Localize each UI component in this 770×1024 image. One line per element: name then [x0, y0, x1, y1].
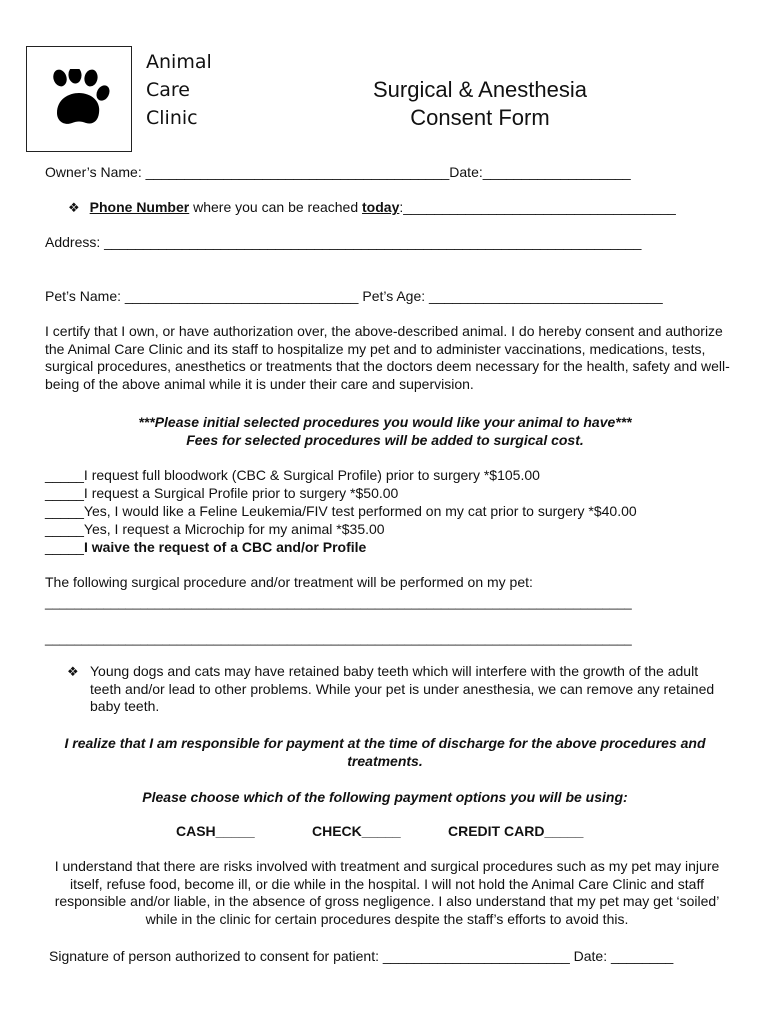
pet-name-age-field[interactable]: Pet’s Name: ______________________________ Pet’s Age: ______________________________ [45, 288, 663, 304]
phone-label: Phone Number [89, 199, 190, 215]
procedures-instruction-line-2: Fees for selected procedures will be added to surgical cost. [186, 432, 584, 448]
procedure-option-felv-fiv-test[interactable]: _____Yes, I would like a Feline Leukemia/FIV test performed on my cat prior to surgery *$40.00 [45, 503, 637, 519]
payment-option-check[interactable]: CHECK_____ [312, 823, 401, 839]
form-title [335, 76, 625, 132]
clinic-name [146, 48, 212, 132]
treatment-label: The following surgical procedure and/or treatment will be performed on my pet: [45, 574, 533, 590]
procedure-option-microchip[interactable]: _____Yes, I request a Microchip for my animal *$35.00 [45, 521, 385, 537]
procedure-options-list [45, 466, 637, 556]
clinic-name-line-1: Animal [146, 51, 212, 73]
clinic-name-line-2: Care [146, 79, 190, 101]
treatment-line-2[interactable]: ________________________________________________________________________________ [45, 631, 632, 646]
owner-name-date-field[interactable]: Owner’s Name: _______________________________________Date:___________________ [45, 164, 631, 180]
paw-print-icon [47, 69, 111, 129]
procedure-option-surgical-profile[interactable]: _____I request a Surgical Profile prior to surgery *$50.00 [45, 485, 399, 501]
bullet-icon: ❖ [68, 200, 80, 215]
form-title-line-2: Consent Form [410, 105, 550, 130]
clinic-logo [26, 46, 132, 152]
waive-blank: _____ [45, 539, 84, 555]
baby-teeth-note [68, 663, 728, 716]
procedure-option-waive[interactable] [45, 538, 637, 556]
bullet-icon: ❖ [67, 664, 79, 679]
address-field[interactable]: Address: _____________________________________________________________________ [45, 234, 642, 250]
procedure-option-full-bloodwork[interactable]: _____I request full bloodwork (CBC & Surgical Profile) prior to surgery *$105.00 [45, 467, 540, 483]
waive-text: I waive the request of a CBC and/or Profile [83, 539, 367, 555]
form-title-line-1: Surgical & Anesthesia [372, 77, 588, 102]
baby-teeth-text: Young dogs and cats may have retained baby teeth which will interfere with the growth of the adult teeth and/or lead to other problems. While your pet is under anesthesia, we can remove any retained baby teeth. [90, 663, 715, 715]
phone-blank: :___________________________________ [399, 199, 676, 215]
payment-choose-instruction: Please choose which of the following payment options you will be using: [142, 789, 628, 805]
phone-mid-text: where you can be reached [189, 199, 363, 215]
phone-today: today [362, 199, 400, 215]
signature-date-field[interactable]: Signature of person authorized to consent for patient: ________________________ Date: ________ [49, 948, 674, 964]
payment-option-cash[interactable]: CASH_____ [176, 823, 255, 839]
risks-paragraph: I understand that there are risks involved with treatment and surgical procedures such as my pet may injure itself, refuse food, become ill, or die while in the hospital. I will not hold the Animal Care Clinic and staff responsible and/or liable, in the absence of gross negligence. I also understand that my pet may get ‘soiled’ while in the clinic for certain procedures despite the staff’s efforts to avoid this. [54, 858, 720, 927]
phone-number-field[interactable] [68, 199, 676, 216]
payment-option-credit-card[interactable]: CREDIT CARD_____ [448, 823, 584, 839]
treatment-line-1[interactable]: ________________________________________________________________________________ [45, 595, 632, 610]
procedures-instruction [30, 413, 740, 449]
payment-responsibility: I realize that I am responsible for payment at the time of discharge for the above procedures and treatments. [64, 735, 706, 769]
clinic-name-line-3: Clinic [146, 107, 198, 129]
procedures-instruction-line-1: ***Please initial selected procedures you would like your animal to have*** [138, 414, 632, 430]
certify-paragraph: I certify that I own, or have authorization over, the above-described animal. I do hereby consent and authorize the Animal Care Clinic and its staff to hospitalize my pet and to administer vaccinations, medications, tests, surgical procedures, anesthetics or treatments that the doctors deem necessary for the health, safety and well-being of the above animal while it is under their care and supervision. [45, 323, 730, 392]
